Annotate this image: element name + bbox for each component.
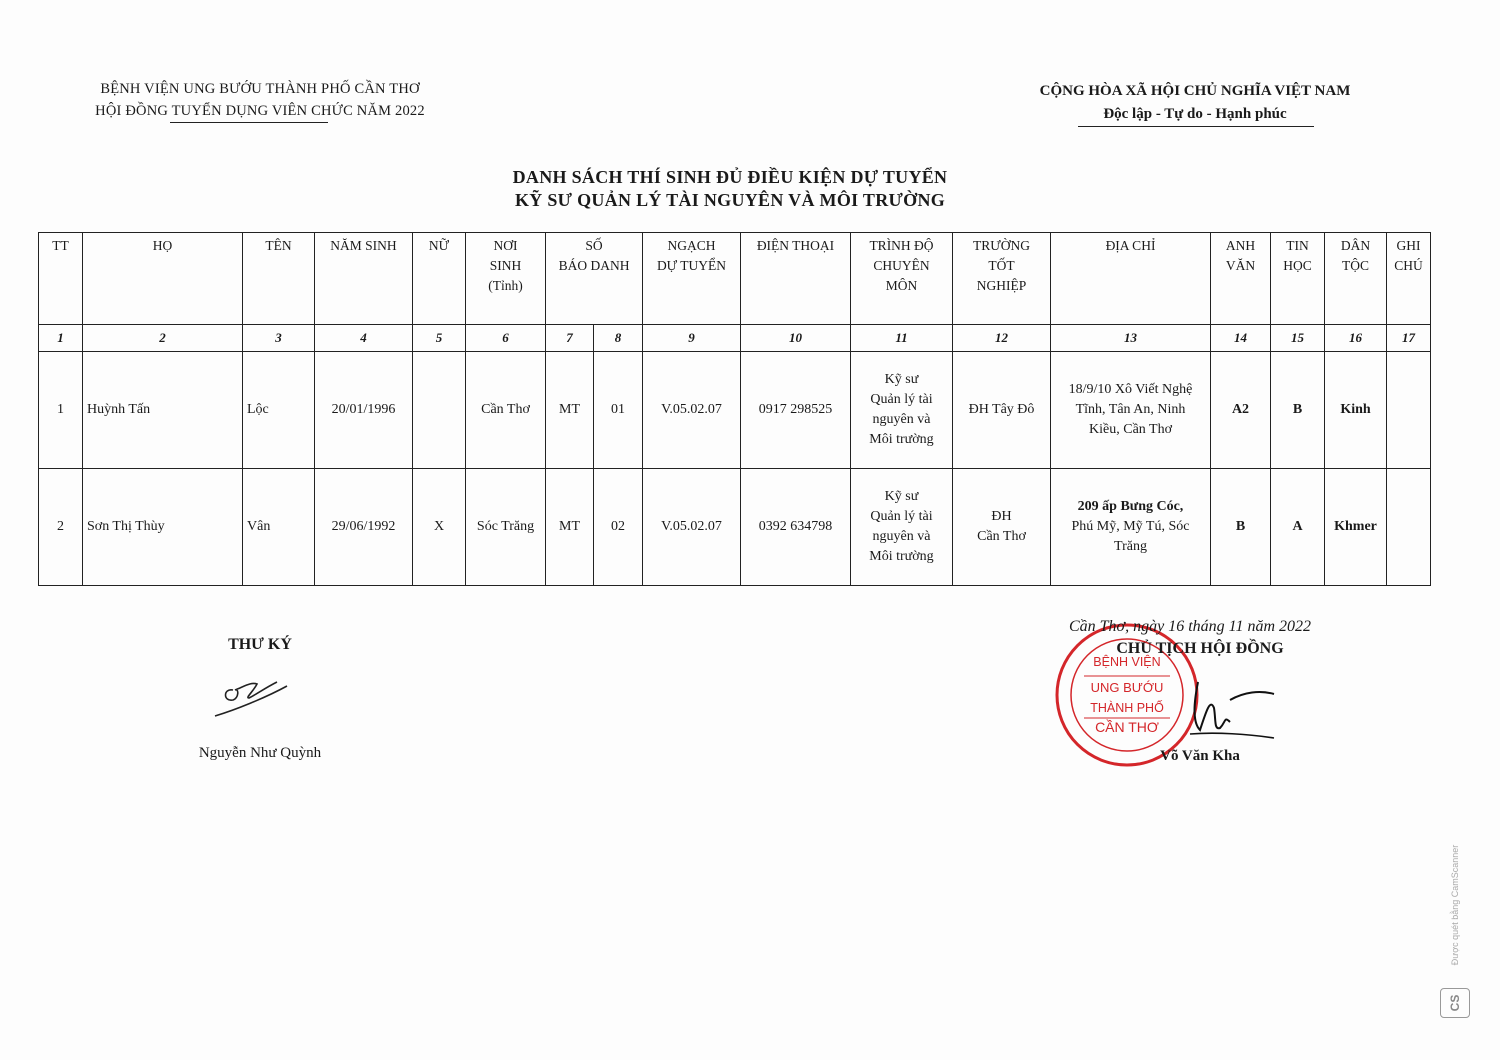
td-line: nguyên và (872, 412, 931, 427)
cell-ten: Vân (243, 469, 315, 586)
addr-line: Phú Mỹ, Mỹ Tú, Sóc (1071, 519, 1190, 534)
secretary-name: Nguyễn Như Quỳnh (198, 745, 322, 761)
table-header-row (39, 233, 1431, 325)
header-td-l2: CHUYÊN (873, 258, 930, 273)
cell-nam-sinh: 20/01/1996 (315, 352, 413, 469)
cell-ghi-chu (1387, 469, 1431, 586)
col-num: 2 (83, 325, 243, 352)
col-num: 14 (1211, 325, 1271, 352)
td-line: Môi trường (869, 432, 934, 447)
header-noi-sinh (466, 233, 546, 325)
seal-line-3: THÀNH PHỐ (1090, 701, 1164, 715)
td-line: Quản lý tài (870, 509, 933, 524)
sign-date: Cần Thơ, ngày 16 tháng 11 năm 2022 (1068, 618, 1312, 635)
cell-truong (953, 469, 1051, 586)
header-sbd-l2: BÁO DANH (558, 258, 630, 273)
col-num: 4 (315, 325, 413, 352)
cell-trinh-do (851, 352, 953, 469)
header-ngach-l2: DỰ TUYỂN (656, 258, 727, 273)
column-number-row (39, 325, 1431, 352)
cell-ngach: V.05.02.07 (643, 352, 741, 469)
truong-line: ĐH (991, 509, 1012, 524)
header-right-underline (1078, 126, 1314, 127)
header-truong (953, 233, 1051, 325)
cell-truong (953, 352, 1051, 469)
secretary-signature (205, 668, 295, 728)
col-num: 12 (953, 325, 1051, 352)
table-row (39, 469, 1431, 586)
cell-ghi-chu (1387, 352, 1431, 469)
cell-dien-thoai: 0392 634798 (741, 469, 851, 586)
header-nam-sinh: NĂM SINH (315, 233, 413, 325)
cell-trinh-do (851, 469, 953, 586)
col-num: 16 (1325, 325, 1387, 352)
col-num: 5 (413, 325, 466, 352)
chairman-title: CHỦ TỊCH HỘI ĐỒNG (1116, 640, 1284, 657)
cell-dan-toc: Kinh (1325, 352, 1387, 469)
addr-line: Kiều, Cần Thơ (1089, 422, 1172, 437)
cell-tt: 2 (39, 469, 83, 586)
header-th-l1: TIN (1286, 238, 1309, 253)
col-num: 1 (39, 325, 83, 352)
header-dia-chi: ĐỊA CHỈ (1051, 233, 1211, 325)
header-noi-sinh-l1: NƠI (493, 238, 518, 253)
header-dien-thoai: ĐIỆN THOẠI (741, 233, 851, 325)
header-dt-l1: DÂN (1340, 238, 1371, 253)
candidate-table (38, 232, 1431, 586)
td-line: nguyên và (872, 529, 931, 544)
td-line: Kỹ sư (884, 489, 919, 504)
header-so-bao-danh (546, 233, 643, 325)
header-trinh-do (851, 233, 953, 325)
header-dan-toc (1325, 233, 1387, 325)
cell-so: 02 (594, 469, 643, 586)
seal-line-4: CẦN THƠ (1095, 719, 1159, 735)
cell-ho: Huỳnh Tấn (83, 352, 243, 469)
cell-tin-hoc: A (1271, 469, 1325, 586)
header-ho: HỌ (83, 233, 243, 325)
header-tt: TT (39, 233, 83, 325)
header-sbd-l1: SỐ (585, 238, 603, 253)
chairman-name: Võ Văn Kha (1160, 748, 1240, 764)
col-num: 8 (594, 325, 643, 352)
col-num: 9 (643, 325, 741, 352)
header-td-l3: MÔN (885, 278, 918, 293)
document-title (380, 166, 1080, 212)
cell-ma: MT (546, 352, 594, 469)
title-line-1: DANH SÁCH THÍ SINH ĐỦ ĐIỀU KIỆN DỰ TUYỂN (512, 167, 948, 187)
cell-nu: X (413, 469, 466, 586)
hospital-name: BỆNH VIỆN UNG BƯỚU THÀNH PHỐ CẦN THƠ (100, 81, 420, 97)
header-gc-l1: GHI (1396, 238, 1421, 253)
cell-tt: 1 (39, 352, 83, 469)
title-line-2: KỸ SƯ QUẢN LÝ TÀI NGUYÊN VÀ MÔI TRƯỜNG (514, 190, 946, 210)
header-ngach (643, 233, 741, 325)
cell-nam-sinh: 29/06/1992 (315, 469, 413, 586)
header-right (1000, 80, 1390, 126)
header-ghi-chu (1387, 233, 1431, 325)
col-num: 13 (1051, 325, 1211, 352)
cell-so: 01 (594, 352, 643, 469)
header-ngach-l1: NGẠCH (667, 238, 716, 253)
addr-line: 18/9/10 Xô Viết Nghệ (1068, 382, 1193, 397)
cell-noi-sinh: Sóc Trăng (466, 469, 546, 586)
header-td-l1: TRÌNH ĐỘ (869, 238, 934, 253)
td-line: Kỹ sư (884, 372, 919, 387)
cell-anh-van: A2 (1211, 352, 1271, 469)
header-anh-van (1211, 233, 1271, 325)
addr-line: Tĩnh, Tân An, Ninh (1075, 402, 1186, 417)
secretary-title: THƯ KÝ (228, 636, 292, 653)
header-ten: TÊN (243, 233, 315, 325)
header-left (40, 78, 480, 122)
td-line: Quản lý tài (870, 392, 933, 407)
cell-nu (413, 352, 466, 469)
col-num: 11 (851, 325, 953, 352)
seal-line-1: BỆNH VIỆN (1093, 655, 1161, 669)
header-gc-l2: CHÚ (1394, 258, 1423, 273)
col-num: 6 (466, 325, 546, 352)
truong-line: Cần Thơ (977, 529, 1026, 544)
scanner-logo: CS (1440, 988, 1470, 1018)
cell-tin-hoc: B (1271, 352, 1325, 469)
seal-line-2: UNG BƯỚU (1090, 680, 1164, 695)
header-tin-hoc (1271, 233, 1325, 325)
addr-line: 209 ấp Bưng Cóc, (1077, 499, 1184, 514)
header-noi-sinh-l2: SINH (489, 258, 522, 273)
col-num: 10 (741, 325, 851, 352)
national-motto: Độc lập - Tự do - Hạnh phúc (1103, 106, 1287, 122)
col-num: 3 (243, 325, 315, 352)
cell-dien-thoai: 0917 298525 (741, 352, 851, 469)
header-noi-sinh-l3: (Tỉnh) (488, 278, 523, 293)
cell-ngach: V.05.02.07 (643, 469, 741, 586)
header-av-l2: VĂN (1225, 258, 1256, 273)
td-line: Môi trường (869, 549, 934, 564)
cell-anh-van: B (1211, 469, 1271, 586)
cell-noi-sinh: Cần Thơ (466, 352, 546, 469)
header-th-l2: HỌC (1283, 258, 1312, 273)
table-row (39, 352, 1431, 469)
cell-dia-chi (1051, 469, 1211, 586)
col-num: 17 (1387, 325, 1431, 352)
cell-ho: Sơn Thị Thùy (83, 469, 243, 586)
header-dt-l2: TỘC (1342, 258, 1369, 273)
header-tr-l1: TRƯỜNG (973, 238, 1030, 253)
cell-dan-toc: Khmer (1325, 469, 1387, 586)
national-title: CỘNG HÒA XÃ HỘI CHỦ NGHĨA VIỆT NAM (1039, 83, 1351, 99)
header-av-l1: ANH (1225, 238, 1256, 253)
col-num: 15 (1271, 325, 1325, 352)
cell-dia-chi (1051, 352, 1211, 469)
council-name: HỘI ĐỒNG TUYỂN DỤNG VIÊN CHỨC NĂM 2022 (95, 103, 425, 119)
col-num: 7 (546, 325, 594, 352)
cell-ten: Lộc (243, 352, 315, 469)
header-tr-l3: NGHIỆP (976, 278, 1027, 293)
header-left-underline (170, 122, 328, 123)
truong-line: ĐH Tây Đô (968, 402, 1035, 417)
header-nu: NỮ (413, 233, 466, 325)
header-tr-l2: TỐT (988, 258, 1015, 273)
chairman-signature (1170, 672, 1280, 742)
addr-line: Trăng (1114, 539, 1147, 554)
scanner-watermark-text: Được quét bằng CamScanner (1450, 844, 1460, 966)
cell-ma: MT (546, 469, 594, 586)
